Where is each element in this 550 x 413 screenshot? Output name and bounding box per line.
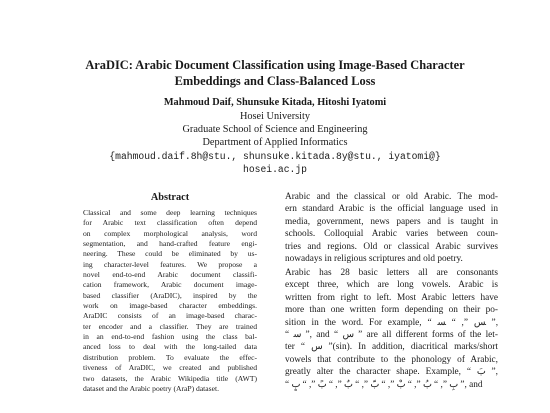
abstract-line: AraDIC consists of an image-based charac- (83, 311, 257, 321)
abstract-line: on complex morphological analysis, word (83, 228, 257, 238)
abstract-line: work on image-based character embeddings. (83, 301, 257, 311)
abstract-line: dataset and the Arabic poetry (AraP) dataset. (83, 383, 220, 393)
abstract-line: ter encoder and a classifier. They are trained (83, 321, 257, 331)
body-line: ern standard Arabic is the official language used in (285, 204, 498, 215)
title-line-1: AraDIC: Arabic Document Classification using Image-Based Character (85, 58, 465, 72)
body-line: “ بِ ”, “ بُ ”, “ بْ ”, “ بّ ”, “ بٌ ”, “ بً ”, “ بٍ ”, and (285, 379, 483, 390)
body-paragraph-1 (285, 191, 498, 265)
body-line: media, government, news papers and is taught in (285, 216, 498, 227)
abstract-line: novel end-to-end Arabic document classifi- (83, 270, 257, 280)
abstract-line: for Arabic text classification often depend (83, 218, 257, 228)
body-line: schools. Colloquial Arabic varies between coun- (285, 229, 498, 240)
body-line: more than one written form depending on their po- (285, 305, 498, 316)
abstract-heading: Abstract (150, 192, 190, 203)
body-line: greatly alter the character shape. Example, “ بَ ”, (285, 367, 498, 378)
body-line: sition in the word. For example, “ ﺲ ”, “ ﺴ ”, (285, 317, 498, 328)
body-line: except three, which are long vowels. Arabic is (285, 280, 498, 291)
abstract-line: anced loss to deal with the long-tailed data (83, 342, 257, 352)
body-line: tries and regions. Old or classical Arabic survives (285, 241, 498, 252)
email-line-2: hosei.ac.jp (243, 164, 307, 175)
abstract-line: tiveness of AraDIC, we created and published (83, 363, 257, 373)
abstract-line: neering. These could be eliminated by us- (83, 249, 257, 259)
body-line: Arabic has 28 basic letters all are consonants (285, 268, 498, 278)
affiliation-department: Department of Applied Informatics (202, 137, 348, 148)
abstract-line: ing character-level features. We propose a (83, 259, 257, 269)
email-line-1: {mahmoud.daif.8h@stu., shunsuke.kitada.8y@stu., iyatomi@} (109, 151, 441, 162)
body-line: Arabic and the classical or old Arabic. The mod- (285, 192, 498, 202)
author-list: Mahmoud Daif, Shunsuke Kitada, Hitoshi Iyatomi (163, 97, 387, 108)
abstract-line: in an end-to-end fashion using the class bal- (83, 332, 257, 342)
abstract-line: Classical and some deep learning techniques (83, 208, 257, 217)
body-line: “ ﺳ ”, and “ ﺱ ” are all different forms of the let- (285, 330, 498, 341)
affiliation-university: Hosei University (239, 111, 311, 122)
abstract-line: cation framework, Arabic document image- (83, 280, 257, 290)
abstract-line: based classifier (AraDIC), inspired by the (83, 290, 257, 300)
title-line-2: Embeddings and Class-Balanced Loss (174, 74, 376, 88)
body-line: vowels that contribute to the phonology of Arabic, (285, 354, 498, 365)
paper-title (40, 57, 510, 89)
body-line: written from right to left. Most Arabic letters have (285, 292, 498, 303)
affiliation-school: Graduate School of Science and Engineering (182, 124, 368, 135)
abstract-line: two datasets, the Arabic Wikipedia title (AWT) (83, 373, 257, 383)
abstract-line: segmentation, and hand-crafted feature engi- (83, 239, 257, 249)
body-paragraph-2 (285, 267, 498, 391)
abstract-body (83, 208, 257, 394)
abstract-line: distribution problem. To evaluate the effec- (83, 352, 257, 362)
body-line: ter “ س ”(sin). In addition, diacritical marks/short (285, 342, 498, 353)
body-line: nowadays in religious scriptures and old poetry. (285, 254, 463, 265)
